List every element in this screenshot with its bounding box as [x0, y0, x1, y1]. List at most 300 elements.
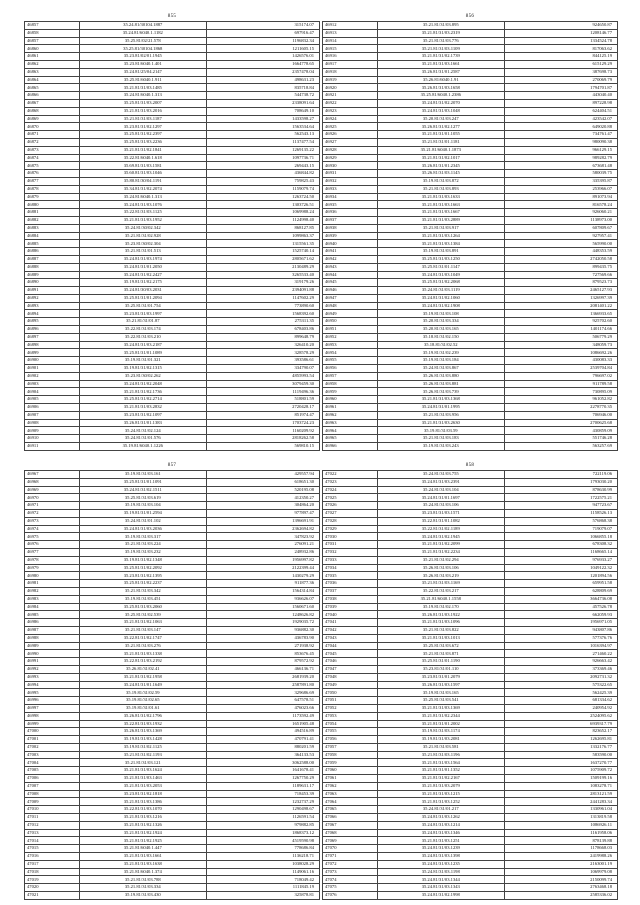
table-row: [323, 533, 618, 541]
amount-value: 348059.73: [504, 341, 617, 349]
table-row: [323, 302, 618, 310]
table-row: [25, 427, 320, 435]
amount-value: 2357478.04: [206, 68, 319, 76]
cadastral-number: 35.22.81/6040.1.618: [79, 154, 206, 162]
row-number: 47040: [323, 611, 378, 619]
cadastral-number: 35.24.81/31/03.1076: [79, 201, 206, 209]
amount-value: 412350.27: [206, 494, 319, 502]
amount-value: 879572.92: [206, 658, 319, 666]
cadastral-number: 35.21.81/31/03.1624: [79, 767, 206, 775]
amount-value: 562425.39: [504, 689, 617, 697]
table-row: [323, 619, 618, 627]
amount-value: 607809.67: [504, 224, 617, 232]
cadastral-number: 35.24.81/31/03.1235: [377, 860, 504, 868]
row-number: 47063: [323, 790, 378, 798]
amount-value: 1326997.39: [504, 294, 617, 302]
amount-value: 678403.86: [206, 326, 319, 334]
row-number: 46995: [25, 689, 80, 697]
amount-value: 580039.75: [504, 170, 617, 178]
cadastral-number: 35.22.81/31/02.1189: [377, 525, 504, 533]
table-row: [25, 892, 320, 900]
row-number: 46904: [25, 388, 80, 396]
table-row: [25, 853, 320, 861]
row-number: 47053: [323, 712, 378, 720]
table-row: [25, 388, 320, 396]
table-row: [323, 248, 618, 256]
row-number: 46883: [25, 224, 80, 232]
row-number: 46963: [323, 419, 378, 427]
cadastral-number: 35.19.81/31/03.872: [377, 177, 504, 185]
table-row: [323, 123, 618, 131]
page-858: [322, 463, 618, 900]
amount-value: 647578.51: [206, 697, 319, 705]
amount-value: 718049.42: [206, 876, 319, 884]
cadastral-number: 35.24.81/31/03.1214: [377, 821, 504, 829]
amount-value: 498631.23: [206, 76, 319, 84]
row-number: 47029: [323, 525, 378, 533]
row-number: 46990: [25, 650, 80, 658]
table-row: [323, 419, 618, 427]
table-row: [25, 884, 320, 892]
amount-value: 899435.75: [504, 263, 617, 271]
row-number: 46955: [323, 357, 378, 365]
table-row: [25, 868, 320, 876]
amount-value: 1189631.17: [206, 782, 319, 790]
row-number: 46872: [25, 138, 80, 146]
table-row: [25, 759, 320, 767]
row-number: 47065: [323, 806, 378, 814]
cadastral-number: 35.21.81/6040.1.1558: [377, 595, 504, 603]
table-row: [323, 681, 618, 689]
table-row: [323, 673, 618, 681]
table-row: [323, 892, 618, 900]
row-number: 46939: [323, 232, 378, 240]
cadastral-number: 35.21.81/31/03.1251: [377, 837, 504, 845]
row-number: 46952: [323, 333, 378, 341]
row-number: 47031: [323, 541, 378, 549]
cadastral-number: 35.20.81/31/03.247: [377, 115, 504, 123]
cadastral-number: 35.24.81/31/03.106: [377, 502, 504, 510]
cadastral-number: 35.21.81/31/03.822: [377, 626, 504, 634]
table-row: [323, 279, 618, 287]
cadastral-number: 35.21.81/31/03.334: [79, 884, 206, 892]
table-row: [25, 837, 320, 845]
amount-value: 1086692.26: [504, 349, 617, 357]
table-row: [323, 380, 618, 388]
amount-value: 778686.84: [206, 845, 319, 853]
amount-value: 989282.79: [504, 154, 617, 162]
cadastral-number: 35.24.81/31/03.1974: [79, 255, 206, 263]
cadastral-number: 35.19.81/31/03.108: [377, 310, 504, 318]
cadastral-number: 35.22.81/31/03.217: [377, 587, 504, 595]
table-row: [25, 84, 320, 92]
cadastral-number: 35.21.81/31/01.87: [79, 318, 206, 326]
cadastral-number: 35.21.81/31/03.956: [377, 411, 504, 419]
row-number: 47016: [25, 853, 80, 861]
cadastral-number: 35.25.81/31/01.1147: [377, 263, 504, 271]
amount-value: 926663.42: [504, 658, 617, 666]
cadastral-number: 35.21.81/31/03.1264: [377, 232, 504, 240]
row-number: 47072: [323, 860, 378, 868]
amount-value: 506779.29: [504, 333, 617, 341]
table-row: [323, 665, 618, 673]
row-number: 46868: [25, 107, 80, 115]
table-row: [25, 736, 320, 744]
row-number: 46915: [323, 45, 378, 53]
amount-value: 1396691.91: [206, 517, 319, 525]
row-number: 46877: [25, 177, 80, 185]
cadastral-number: 35.21.81/31/03.895: [377, 22, 504, 30]
row-number: 46874: [25, 154, 80, 162]
table-row: [323, 860, 618, 868]
row-number: 46932: [323, 177, 378, 185]
cadastral-number: 35.21.81/31/02.1736: [79, 388, 206, 396]
cadastral-number: 35.34.81/31/02.2074: [79, 185, 206, 193]
table-row: [323, 341, 618, 349]
row-number: 46857: [25, 22, 80, 30]
row-number: 46871: [25, 131, 80, 139]
cadastral-number: 35.21.81/31/02.2099: [377, 541, 504, 549]
row-number: 46902: [25, 372, 80, 380]
row-number: 47057: [323, 743, 378, 751]
cadastral-number: 35.21.81/31/03.121: [79, 759, 206, 767]
cadastral-number: 35.25.81/31/02.2237: [79, 580, 206, 588]
amount-value: 2700625.68: [504, 419, 617, 427]
row-number: 46873: [25, 146, 80, 154]
row-number: 46906: [25, 404, 80, 412]
row-number: 46973: [25, 517, 80, 525]
row-number: 46969: [25, 486, 80, 494]
table-row: [323, 587, 618, 595]
table-row: [25, 743, 320, 751]
table-row: [323, 177, 618, 185]
row-number: 47052: [323, 704, 378, 712]
cadastral-number: 35.21.81/31/02.928: [79, 232, 206, 240]
row-number: 47060: [323, 767, 378, 775]
amount-value: 569810.15: [206, 443, 319, 451]
amount-value: 880201.59: [206, 743, 319, 751]
table-row: [323, 689, 618, 697]
cadastral-number: 35.24.81/31/03.1343: [377, 884, 504, 892]
amount-value: 1568392.60: [206, 310, 319, 318]
row-number: 47011: [25, 814, 80, 822]
cadastral-number: 35.22.81/31/03.1125: [79, 209, 206, 217]
table-row: [25, 509, 320, 517]
amount-value: 878139.88: [504, 837, 617, 845]
row-number: 47070: [323, 845, 378, 853]
row-number: 47023: [323, 478, 378, 486]
amount-value: 1703724.23: [206, 419, 319, 427]
amount-value: 823652.17: [504, 728, 617, 736]
row-number: 46994: [25, 681, 80, 689]
row-number: 47015: [25, 845, 80, 853]
table-row: [25, 704, 320, 712]
amount-value: 1111845.19: [206, 884, 319, 892]
cadastral-number: 35.21.81/31/01.1352: [377, 767, 504, 775]
amount-value: 2742050.58: [504, 255, 617, 263]
table-row: [25, 619, 320, 627]
table-row: [25, 806, 320, 814]
amount-value: 4519590.98: [206, 837, 319, 845]
table-row: [323, 271, 618, 279]
row-number: 47001: [25, 736, 80, 744]
row-number: 46967: [25, 471, 80, 479]
table-row: [323, 572, 618, 580]
row-number: 47022: [323, 471, 378, 479]
table-row: [25, 829, 320, 837]
row-number: 46958: [323, 380, 378, 388]
table-row: [323, 556, 618, 564]
amount-value: 1956971.05: [504, 619, 617, 627]
cadastral-number: 35.22.81/31/03.174: [79, 326, 206, 334]
row-number: 47026: [323, 502, 378, 510]
page-857: [24, 463, 320, 900]
row-number: 47055: [323, 728, 378, 736]
amount-value: 961052.82: [504, 396, 617, 404]
cadastral-number: 35.24.81/31/01.1649: [79, 681, 206, 689]
cadastral-number: 35.25.81/31/02.2714: [79, 396, 206, 404]
row-number: 47050: [323, 689, 378, 697]
cadastral-number: 35.21.81/31/02.294: [377, 556, 504, 564]
cadastral-number: 35.19.81/31/02.59: [79, 689, 206, 697]
row-number: 46907: [25, 411, 80, 419]
amount-value: 325878.81: [206, 892, 319, 900]
table-row: [323, 76, 618, 84]
cadastral-number: 35.23.81/30/02.304: [79, 240, 206, 248]
table-row: [25, 349, 320, 357]
table-row: [323, 658, 618, 666]
amount-value: 926060.21: [504, 209, 617, 217]
cadastral-number: 35.23.81/31/01.110: [377, 665, 504, 673]
amount-value: 899648.79: [206, 333, 319, 341]
cadastral-number: 35.25.81/31/01.1190: [377, 658, 504, 666]
row-number: 47002: [25, 743, 80, 751]
row-number: 46875: [25, 162, 80, 170]
table-row: [323, 798, 618, 806]
amount-value: 1083278.71: [504, 782, 617, 790]
table-row: [323, 751, 618, 759]
row-number: 46953: [323, 341, 378, 349]
table-row: [25, 318, 320, 326]
amount-value: 734761.47: [504, 131, 617, 139]
cadastral-number: 35.18.81/31/02.52: [377, 341, 504, 349]
row-number: 46982: [25, 587, 80, 595]
table-row: [323, 814, 618, 822]
amount-value: 583590.00: [504, 751, 617, 759]
cadastral-number: 35.19.81/31/03.165: [377, 689, 504, 697]
table-row: [323, 29, 618, 37]
cadastral-number: 35.24.81/31/02.1511: [79, 486, 206, 494]
amount-value: 520195.08: [206, 486, 319, 494]
cadastral-number: 35.19.81/31/01.61: [79, 704, 206, 712]
table-row: [323, 326, 618, 334]
table-row: [323, 365, 618, 373]
table-row: [25, 185, 320, 193]
row-number: 47043: [323, 634, 378, 642]
amount-value: 275311.35: [206, 318, 319, 326]
amount-value: 1086926.11: [504, 821, 617, 829]
cadastral-number: 35.24.81/31/01.1995: [377, 404, 504, 412]
row-number: 46903: [25, 380, 80, 388]
table-row: [25, 860, 320, 868]
amount-value: 706946.00: [504, 411, 617, 419]
row-number: 47076: [323, 892, 378, 900]
cadastral-number: 35.21.81/31/03.1667: [377, 209, 504, 217]
amount-value: 2720428.17: [206, 404, 319, 412]
table-row: [25, 162, 320, 170]
cadastral-number: 35.21.81/31/03.1369: [377, 704, 504, 712]
row-number: 46972: [25, 509, 80, 517]
table-row: [323, 494, 618, 502]
table-row: [25, 365, 320, 373]
row-number: 46986: [25, 619, 80, 627]
table-row: [25, 814, 320, 822]
table-row: [25, 170, 320, 178]
amount-value: 911789.58: [504, 380, 617, 388]
row-number: 46927: [323, 138, 378, 146]
table-row: [323, 541, 618, 549]
table-row: [25, 494, 320, 502]
row-number: 46864: [25, 76, 80, 84]
table-row: [323, 263, 618, 271]
row-number: 46878: [25, 185, 80, 193]
amount-value: 270069.79: [504, 76, 617, 84]
amount-value: 2524095.62: [504, 712, 617, 720]
row-number: 46950: [323, 318, 378, 326]
table-row: [323, 99, 618, 107]
row-number: 47006: [25, 775, 80, 783]
cadastral-number: 35.19.81/31/02.65: [79, 697, 206, 705]
amount-value: 936882.30: [206, 626, 319, 634]
row-number: 46941: [323, 248, 378, 256]
cadastral-number: 35.24.81/31/03.2391: [377, 478, 504, 486]
row-number: 46940: [323, 240, 378, 248]
cadastral-number: 35.19.81/31/03.161: [79, 471, 206, 479]
row-number: 46965: [323, 435, 378, 443]
table-row: [25, 76, 320, 84]
table-row: [323, 333, 618, 341]
table-row: [25, 216, 320, 224]
amount-value: 897228.98: [504, 99, 617, 107]
amount-value: 681334.62: [504, 697, 617, 705]
amount-value: 240954.92: [504, 704, 617, 712]
cadastral-number: 35.60.81/31/03.1046: [79, 170, 206, 178]
amount-value: 1158526.13: [504, 509, 617, 517]
table-row: [323, 564, 618, 572]
table-row: [323, 548, 618, 556]
row-number: 46938: [323, 224, 378, 232]
row-number: 46961: [323, 404, 378, 412]
cadastral-number: 35.26.81/31/03.880: [377, 372, 504, 380]
amount-value: 1332176.77: [504, 743, 617, 751]
row-number: 47049: [323, 681, 378, 689]
row-number: 47008: [25, 790, 80, 798]
cadastral-number: 35.26.81/31/01.2345: [377, 162, 504, 170]
amount-value: 628809.69: [504, 587, 617, 595]
table-row: [25, 357, 320, 365]
cadastral-number: 35.24.81/6040.1.313: [79, 193, 206, 201]
row-number: 46968: [25, 478, 80, 486]
row-number: 46890: [25, 279, 80, 287]
amount-value: 3079459.30: [206, 380, 319, 388]
row-number: 46861: [25, 53, 80, 61]
amount-value: 577376.76: [504, 634, 617, 642]
table-row: [25, 650, 320, 658]
amount-value: 1563534.64: [206, 123, 319, 131]
cadastral-number: 35.25.81/31/03.2007: [79, 99, 206, 107]
amount-value: 1929035.72: [206, 619, 319, 627]
cadastral-number: 35.21.81/31/03.871: [377, 650, 504, 658]
amount-value: 2441283.34: [504, 798, 617, 806]
table-row: [25, 271, 320, 279]
cadastral-number: 35.24.81/31/03.1262: [377, 814, 504, 822]
cadastral-number: 35.25.81/30104.1868: [79, 45, 206, 53]
row-number: 47035: [323, 572, 378, 580]
table-row: [323, 154, 618, 162]
amount-value: 2338091.64: [206, 99, 319, 107]
cadastral-number: 35.25.81/31/01.1089: [79, 349, 206, 357]
row-number: 46935: [323, 201, 378, 209]
row-number: 46897: [25, 333, 80, 341]
cadastral-number: 35.23.81/31/02.1818: [79, 790, 206, 798]
table-row: [323, 68, 618, 76]
cadastral-number: 35.21.81/31/03.2832: [79, 404, 206, 412]
page-number: 857: [167, 463, 177, 468]
table-row: [323, 486, 618, 494]
row-number: 46919: [323, 76, 378, 84]
amount-value: 1269135.22: [206, 146, 319, 154]
cadastral-number: 35.22.81/31/01.1082: [377, 517, 504, 525]
amount-value: 575322.65: [504, 681, 617, 689]
cadastral-number: 35.26.81/31/01.2587: [377, 68, 504, 76]
table-row: [323, 287, 618, 295]
amount-value: 470791.41: [206, 736, 319, 744]
row-number: 47046: [323, 658, 378, 666]
table-row: [25, 53, 320, 61]
cadastral-number: 35.21.81/31/02.1739: [377, 53, 504, 61]
amount-value: 816578.24: [504, 201, 617, 209]
row-number: 46911: [25, 443, 80, 451]
cadastral-number: 35.69.81/31/03.1581: [79, 162, 206, 170]
cadastral-number: 35.24.81/6040.1.1182: [79, 29, 206, 37]
cadastral-number: 35.22.81/31/03.210: [79, 333, 206, 341]
table-row: [323, 224, 618, 232]
cadastral-number: 35.21.81/31/03.147: [79, 626, 206, 634]
amount-value: 1066855.18: [504, 533, 617, 541]
amount-value: 436844.82: [206, 170, 319, 178]
row-number: 46987: [25, 626, 80, 634]
cadastral-number: 35.21.81/31/03.788: [79, 876, 206, 884]
amount-value: 976933.27: [504, 556, 617, 564]
cadastral-number: 35.20.81/31/03.334: [377, 318, 504, 326]
table-row: [25, 294, 320, 302]
cadastral-number: 35.21.81/31/03.581: [377, 743, 504, 751]
amount-value: 943807.86: [504, 626, 617, 634]
row-number: 47037: [323, 587, 378, 595]
row-number: 46933: [323, 185, 378, 193]
table-row: [323, 84, 618, 92]
table-row: [323, 743, 618, 751]
cadastral-number: 35.23.81/6040.1.401: [79, 60, 206, 68]
row-number: 46954: [323, 349, 378, 357]
amount-value: 2081401.22: [504, 302, 617, 310]
row-number: 47068: [323, 829, 378, 837]
row-number: 47056: [323, 736, 378, 744]
amount-value: 1313819.58: [504, 814, 617, 822]
table-row: [25, 29, 320, 37]
cadastral-number: 35.21.81/31/03.1952: [79, 216, 206, 224]
row-number: 46866: [25, 92, 80, 100]
